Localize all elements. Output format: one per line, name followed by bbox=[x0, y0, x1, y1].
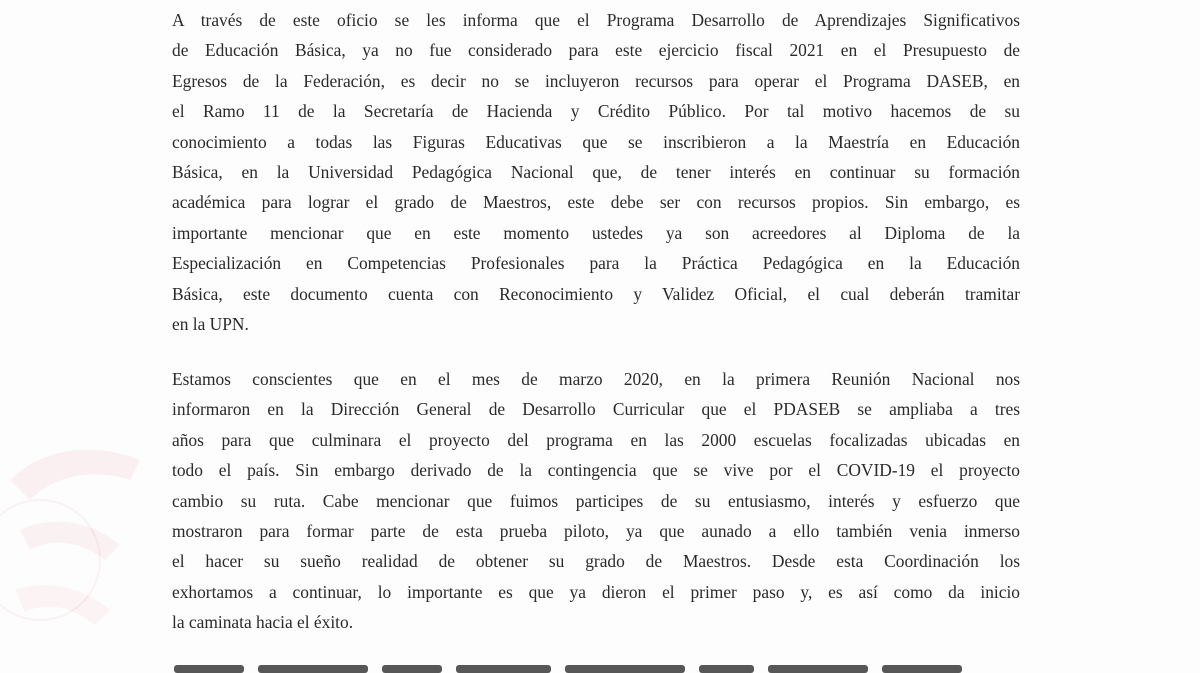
text-line: informaron en la Dirección General de Desarrollo Curricular que el PDASEB se ampliaba a tres bbox=[172, 399, 1020, 420]
text-line: Estamos conscientes que en el mes de marzo 2020, en la primera Reunión Nacional nos bbox=[172, 369, 1020, 389]
text-line: años para que culminara el proyecto del programa en las 2000 escuelas focalizadas ubicadas en bbox=[172, 429, 1020, 450]
text-line: la caminata hacia el éxito. bbox=[172, 612, 354, 633]
text-line: de Educación Básica, ya no fue considerado para este ejercicio fiscal 2021 en el Presupuesto de bbox=[172, 40, 1020, 61]
text-line: el hacer su sueño realidad de obtener su grado de Maestros. Desde esta Coordinación los bbox=[172, 551, 1020, 572]
text-line: exhortamos a continuar, lo importante es que ya dieron el primer paso y, es así como da inicio bbox=[172, 581, 1020, 602]
text-line: todo el país. Sin embargo derivado de la contingencia que se vive por el COVID-19 el proyecto bbox=[172, 460, 1020, 481]
text-line: A través de este oficio se les informa que el Programa Desarrollo de Aprendizajes Significativos bbox=[172, 10, 1020, 30]
text-line: cambio su ruta. Cabe mencionar que fuimos participes de su entusiasmo, interés y esfuerzo que bbox=[172, 490, 1020, 511]
text-line: Especialización en Competencias Profesionales para la Práctica Pedagógica en la Educación bbox=[172, 253, 1020, 274]
cropped-text-line bbox=[174, 655, 1016, 673]
text-line: importante mencionar que en este momento ustedes ya son acreedores al Diploma de la bbox=[172, 222, 1020, 243]
text-line: en la UPN. bbox=[172, 313, 249, 334]
text-line: el Ramo 11 de la Secretaría de Hacienda y Crédito Público. Por tal motivo hacemos de su bbox=[172, 101, 1020, 122]
text-line: Egresos de la Federación, es decir no se incluyeron recursos para operar el Programa DASEB, en bbox=[172, 70, 1020, 91]
text-line: mostraron para formar parte de esta prueba piloto, ya que aunado a ello también venia inmerso bbox=[172, 520, 1020, 541]
paragraph-2 bbox=[172, 364, 1020, 638]
paragraph-1 bbox=[172, 5, 1020, 339]
text-line: Básica, en la Universidad Pedagógica Nacional que, de tener interés en continuar su formación bbox=[172, 161, 1020, 182]
text-line: académica para lograr el grado de Maestros, este debe ser con recursos propios. Sin embargo, es bbox=[172, 192, 1020, 213]
text-line: Básica, este documento cuenta con Reconocimiento y Validez Oficial, el cual deberán tramitar bbox=[172, 283, 1020, 304]
text-line: conocimiento a todas las Figuras Educativas que se inscribieron a la Maestría en Educación bbox=[172, 131, 1020, 152]
watermark-seal bbox=[0, 420, 150, 650]
